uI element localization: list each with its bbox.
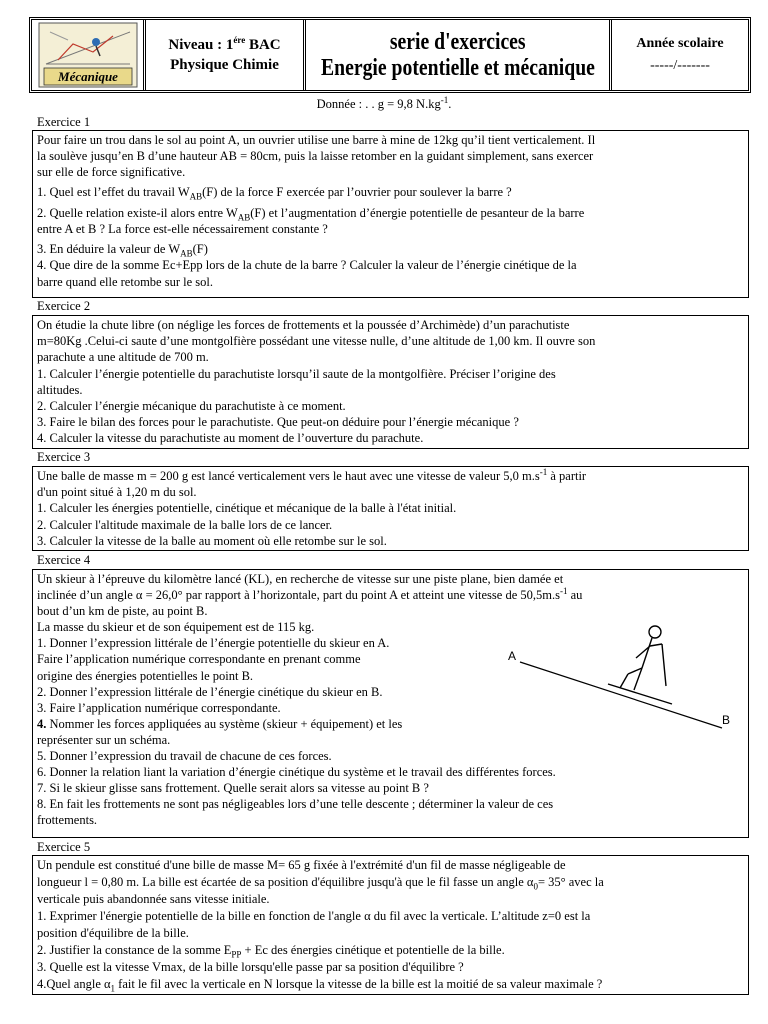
exercise-2-label: Exercice 2 — [37, 299, 91, 313]
year-label: Année scolaire — [636, 36, 724, 51]
question-1: 1. Calculer l’énergie potentielle du parachutiste lorsqu’il saute de la montgolfière. Préciser l’origine des — [37, 366, 556, 381]
title-cell — [306, 20, 612, 90]
text-line: sur elle de force significative. — [37, 165, 186, 180]
question-8: 8. En fait les frottements ne sont pas négligeables lors d’une telle descente ; déterminer la valeur de ces — [37, 797, 554, 812]
question-4: 4. Nommer les forces appliquées au système (skieur + équipement) et les — [37, 716, 403, 731]
subject-text: Physique Chimie — [170, 57, 279, 73]
logo-cell — [32, 20, 146, 90]
text-line: Faire l’application numérique correspondante en prenant comme — [37, 652, 361, 667]
question-3: 3. Calculer la vitesse de la balle au moment où elle retombe sur le sol. — [37, 533, 387, 548]
skier-icon — [608, 626, 672, 704]
text-line: Un pendule est constitué d'une bille de masse M= 65 g fixée à l'extrémité d'un fil de masse négligeable de — [37, 858, 566, 872]
question-2: 2. Quelle relation existe-il alors entre $W_{AB}(F)$ et l’augmentation d’énergie potentielle de pesanteur de la barre — [37, 205, 585, 222]
exercise-5-label: Exercice 5 — [37, 840, 91, 854]
series-title: serie d'exercices — [389, 29, 526, 55]
question-7: 7. Si le skieur glisse sans frottement. Quelle serait alors sa vitesse au point B ? — [37, 781, 429, 796]
text-line: verticale puis abandonnée sans vitesse initiale. — [37, 892, 270, 906]
header-table — [29, 17, 751, 93]
text-line: Un skieur à l’épreuve du kilomètre lancé (KL), en recherche de vitesse sur une piste plane, bien damée et — [37, 572, 564, 586]
question-2: 2. Justifier la constance de la somme $E_{PP} + Ec$ des énergies cinétique et potentielle de la bille. — [37, 943, 505, 959]
question-3: 3. Faire l’application numérique correspondante. — [37, 700, 281, 715]
text-line: On étudie la chute libre (on néglige les forces de frottements et la poussée d’Archimède) d’un parachutiste — [37, 318, 570, 332]
question-4: 4.Quel angle $\alpha_1$ fait le fil avec la verticale en N lorsque la vitesse de la bille est la moitié de sa valeur maximale ? — [37, 977, 603, 993]
mechanics-logo — [38, 22, 138, 88]
text-line: m=80Kg .Celui-ci saute d’une montgolfière possédant une vitesse nulle, d’une altitude de 1,00 km. Il ouvre son — [37, 334, 596, 349]
text-line: frottements. — [37, 813, 98, 828]
exercise-4-label: Exercice 4 — [37, 553, 91, 567]
question-1: 1. Quel est l’effet du travail $W_{AB}(F)$ de la force F exercée par l’ouvrier pour soulever la barre ? — [37, 184, 512, 200]
question-2: 2. Donner l’expression littérale de l’énergie cinétique du skieur en B. — [37, 684, 383, 699]
text-line: la soulève jusqu’en B d’une hauteur AB = 80cm, puis la laisse retomber en la guidant simplement, sans exercer — [37, 149, 594, 164]
text-line: altitudes. — [37, 382, 83, 397]
question-3: 3. En déduire la valeur de $W_{AB}(F)$ — [37, 242, 208, 258]
question-3: 3. Faire le bilan des forces pour le parachutiste. Que peut-on déduire pour l’énergie mécanique ? — [37, 415, 519, 430]
exercise-3-box — [32, 466, 749, 551]
page-title: Energie potentielle et mécanique — [320, 55, 595, 81]
given-data: Donnée : . . g = 9,8 $N.kg^{-1}$. — [316, 94, 452, 111]
text-line: représenter sur un schéma. — [37, 732, 171, 747]
level-cell — [146, 20, 306, 90]
question-1: 1. Calculer les énergies potentielle, cinétique et mécanique de la balle à l'état initial. — [37, 501, 457, 516]
text-line: Pour faire un trou dans le sol au point A, un ouvrier utilise une barre à mine de 12kg qu’il tient verticalement. Il — [37, 133, 596, 147]
exercise-1-label: Exercice 1 — [37, 115, 91, 129]
question-2: 2. Calculer l'altitude maximale de la balle lors de ce lancer. — [37, 517, 333, 532]
year-value: -----/------- — [650, 58, 710, 73]
exercise-2-box — [32, 315, 749, 449]
text-line: parachute a une altitude de 700 m. — [37, 350, 209, 365]
text-line: origine des énergies potentielles le point B. — [37, 668, 254, 683]
question-4: 4. Que dire de la somme Ec+Epp lors de la chute de la barre ? Calculer la valeur de l’énergie cinétique de la — [37, 258, 577, 273]
point-a-label: A — [508, 649, 517, 663]
question-5: 5. Donner l’expression du travail de chacune de ces forces. — [37, 749, 332, 764]
question-1: 1. Donner l’expression littérale de l’énergie potentielle du skieur en A. — [37, 636, 390, 651]
text-line: d'un point situé à 1,20 m du sol. — [37, 485, 197, 500]
year-cell — [612, 20, 748, 90]
text-line: entre A et B ? La force est-elle nécessairement constante ? — [37, 222, 328, 237]
point-b-label: B — [722, 713, 731, 727]
text-line: barre quand elle retombe sur le sol. — [37, 274, 213, 289]
text-line: Une balle de masse m = 200 g est lancé verticalement vers le haut avec une vitesse de valeur 5,0 $m.s^{-1}$ à partir — [37, 468, 587, 483]
text-line: longueur l = 0,80 m. La bille est écartée de sa position d'équilibre jusqu'à que le fil fasse un angle $\alpha_0= 35^\circ$ avec la — [37, 875, 604, 891]
text-line: inclinée d’un angle α = 26,0° par rapport à l’horizontale, part du point A et atteint une vitesse de $50,5m.s^{-1}$ au — [37, 587, 583, 603]
text-line: position d'équilibre de la bille. — [37, 926, 189, 940]
exercise-1-box — [32, 130, 749, 298]
exercise-5-box — [32, 855, 749, 995]
question-1: 1. Exprimer l'énergie potentielle de la bille en fonction de l'angle α du fil avec la verticale. L’altitude z=0 est la — [37, 909, 591, 923]
question-4: 4. Calculer la vitesse du parachutiste au moment de l’ouverture du parachute. — [37, 431, 424, 446]
skier-slope-figure — [500, 620, 745, 735]
exercise-3-label: Exercice 3 — [37, 450, 91, 464]
question-6: 6. Donner la relation liant la variation d’énergie cinétique du système et le travail des différentes forces. — [37, 765, 556, 780]
text-line: La masse du skieur et de son équipement est de 115 kg. — [37, 620, 315, 635]
logo-text: Mécanique — [57, 69, 118, 84]
level-text: Niveau : $1^{ére}$ BAC — [168, 35, 281, 53]
text-line: bout d’un km de piste, au point B. — [37, 604, 208, 619]
question-2: 2. Calculer l’énergie mécanique du parachutiste à ce moment. — [37, 399, 346, 414]
question-3: 3. Quelle est la vitesse Vmax, de la bille lorsqu'elle passe par sa position d'équilibre ? — [37, 960, 464, 974]
